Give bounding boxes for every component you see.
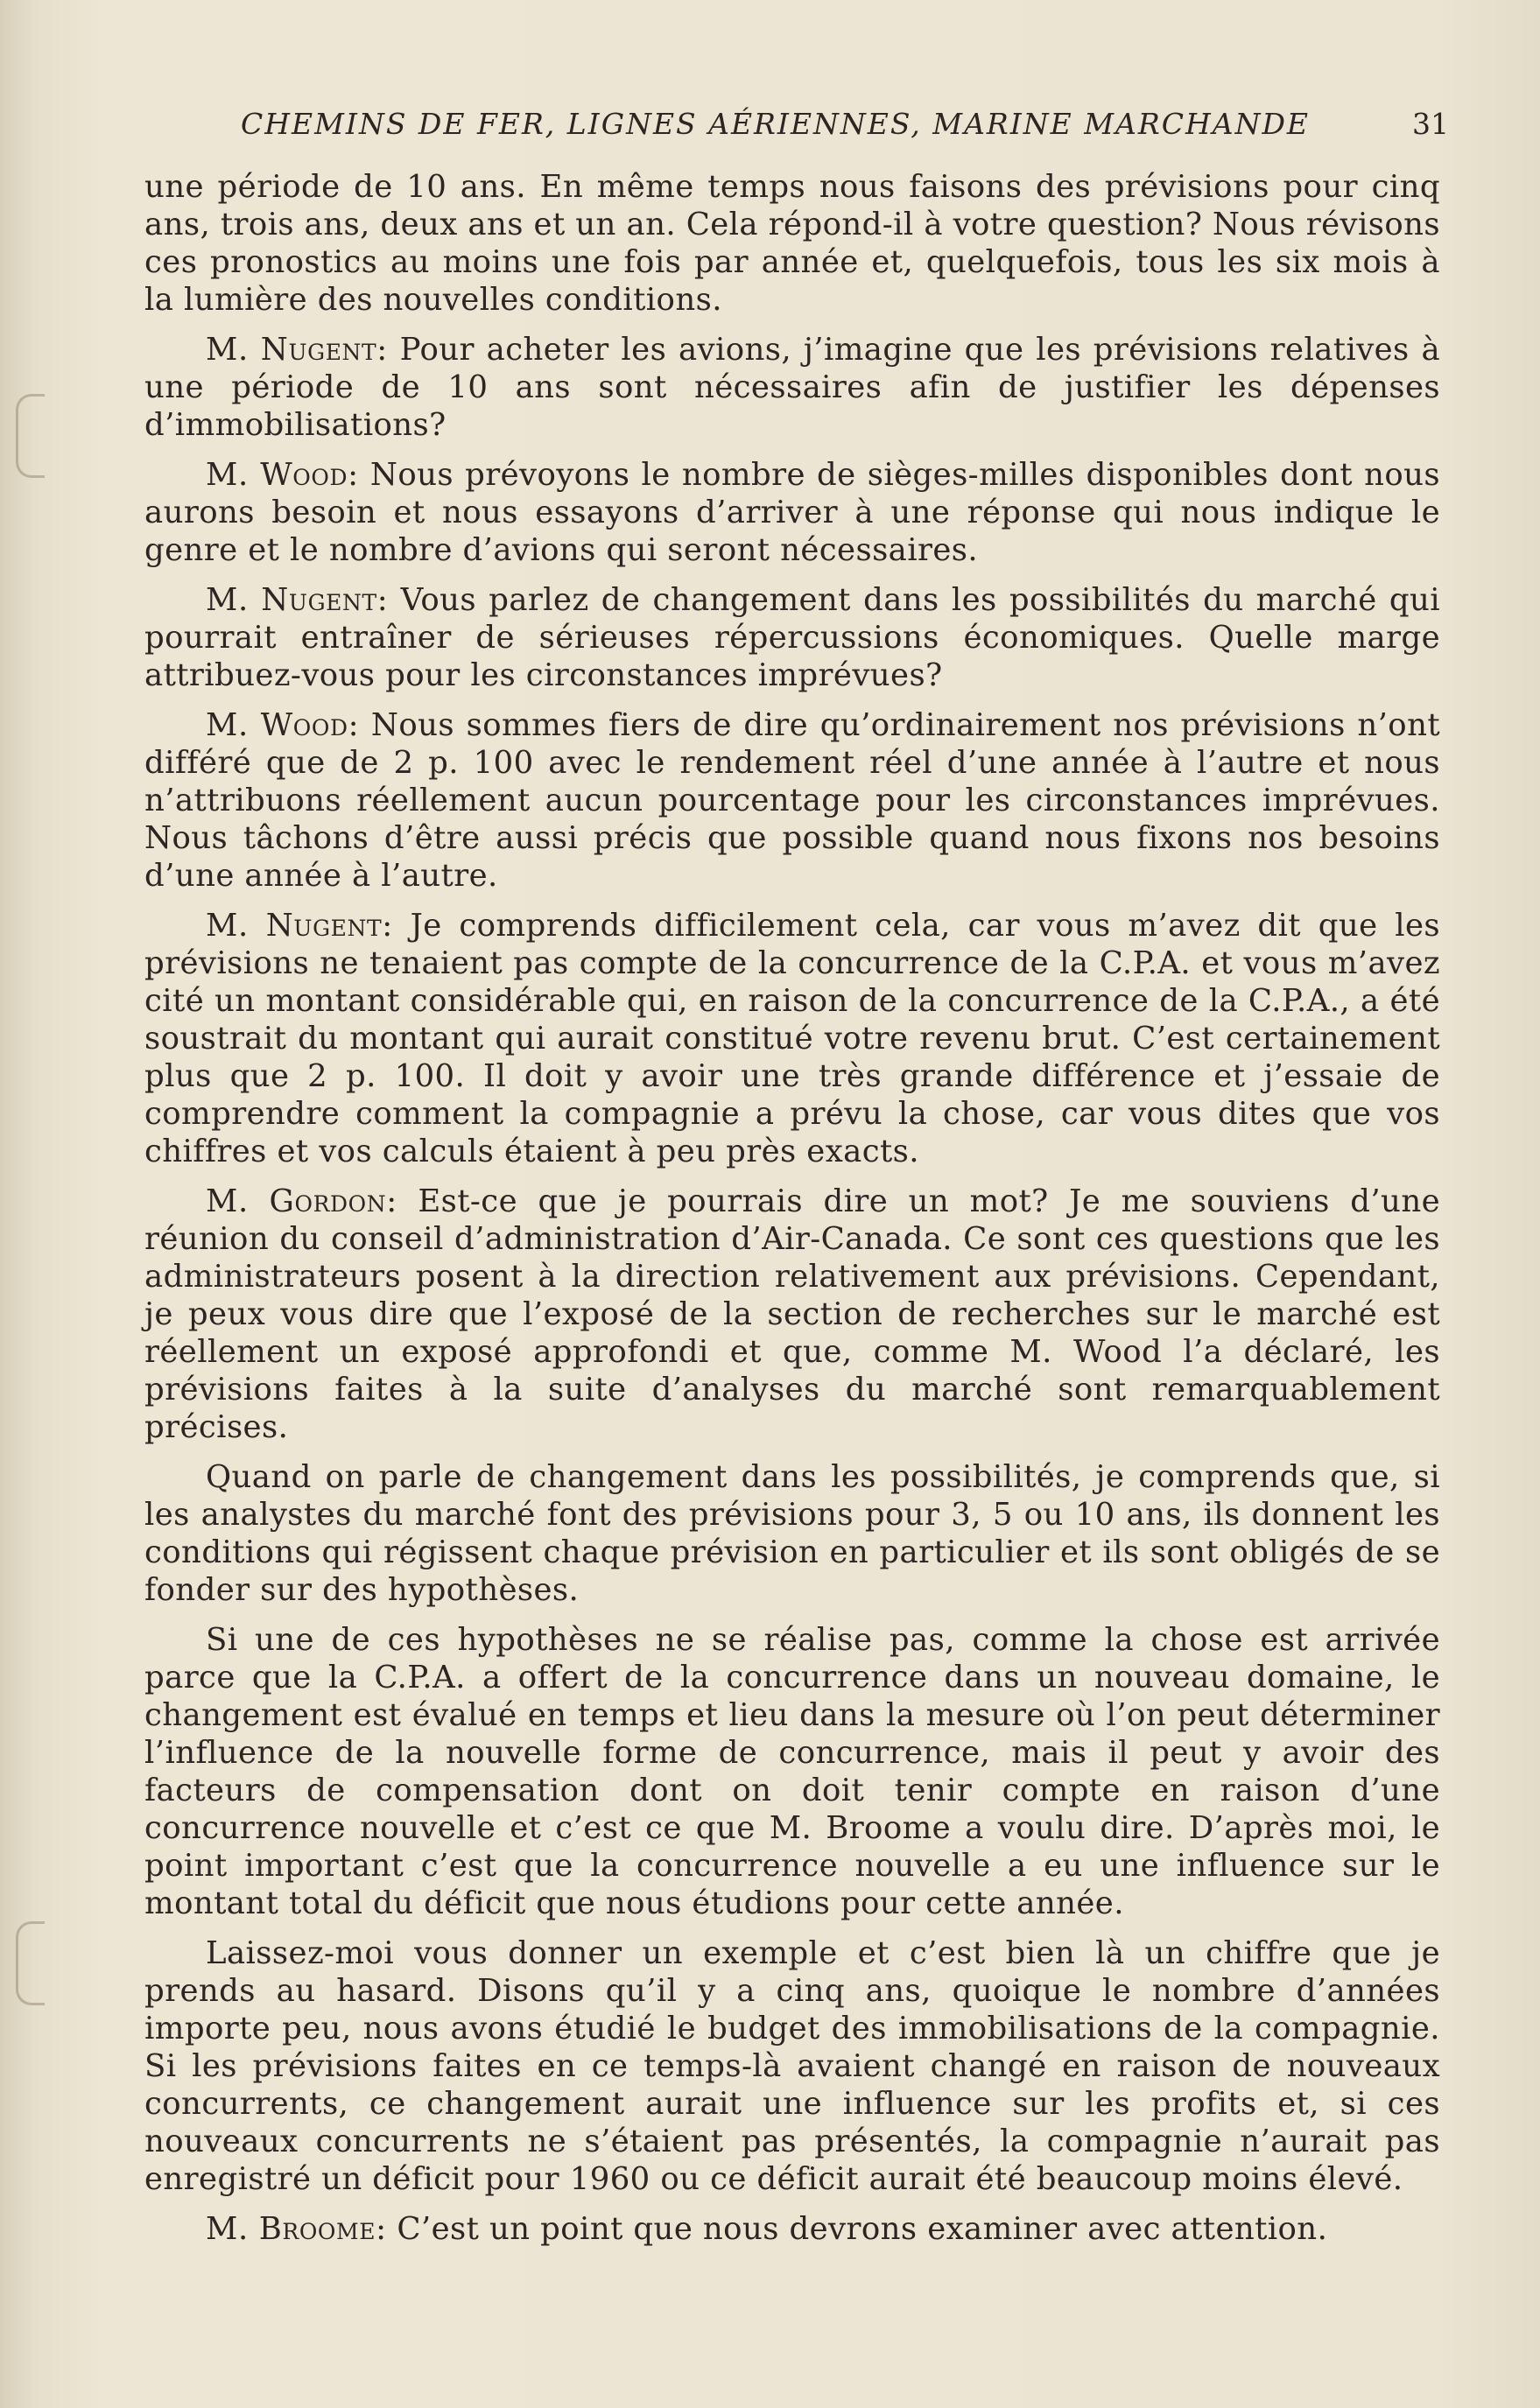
paragraph [144, 2210, 1440, 2248]
speaker-name: M. Nugent: [206, 582, 389, 618]
paragraph-text: Nous sommes fiers de dire qu’ordinairement nos prévisions n’ont différé que de 2 p. 100 avec le rendement réel d’une année à l’autre et nous n’attribuons réellement aucun pourcentage pour les circonstances imprévues. Nous tâchons d’être aussi précis que possible quand nous fixons nos besoins d’une année à l’autre. [144, 707, 1440, 894]
paragraph [144, 331, 1440, 444]
paragraph-text: Pour acheter les avions, j’imagine que les prévisions relatives à une période de 10 ans sont nécessaires afin de justifier les dépenses d’immobilisations? [144, 332, 1441, 443]
paragraph-text: C’est un point que nous devrons examiner avec attention. [397, 2211, 1328, 2247]
paragraph [144, 1934, 1440, 2198]
speaker-name: M. Nugent: [206, 908, 393, 944]
running-header [241, 98, 1458, 151]
paragraph [144, 1458, 1440, 1609]
binding-mark-upper [16, 394, 45, 478]
paragraph-text: Laissez-moi vous donner un exemple et c’est bien là un chiffre que je prends au hasard. Disons qu’il y a cinq ans, quoique le nombre d’années importe peu, nous avons étudié le budget des immobilisations de la compagnie. Si les prévisions faites en ce temps-là avaient changé en raison de nouveaux concurrents, ce changement aurait une influence sur les profits et, si ces nouveaux concurrents ne s’étaient pas présentés, la compagnie n’aurait pas enregistré un déficit pour 1960 ou ce déficit aurait été beaucoup moins élevé. [144, 1935, 1440, 2197]
paragraph [144, 1621, 1440, 1922]
paragraph [144, 168, 1440, 319]
paragraph [144, 907, 1440, 1170]
paragraph-text: Je comprends difficilement cela, car vous m’avez dit que les prévisions ne tenaient pas compte de la concurrence de la C.P.A. et vous m’avez cité un montant considérable qui, en raison de la concurrence de la C.P.A., a été soustrait du montant qui aurait constitué votre revenu brut. C’est certainement plus que 2 p. 100. Il doit y avoir une très grande différence et j’essaie de comprendre comment la compagnie a prévu la chose, car vous dites que vos chiffres et vos calculs étaient à peu près exacts. [144, 908, 1441, 1169]
paragraph-text: Vous parlez de changement dans les possibilités du marché qui pourrait entraîner de sérieuses répercussions économiques. Quelle marge attribuez-vous pour les circonstances imprévues? [144, 582, 1441, 693]
speaker-name: M. Wood: [206, 707, 360, 743]
paragraph [144, 1183, 1440, 1446]
paragraph-text: Nous prévoyons le nombre de sièges-milles disponibles dont nous aurons besoin et nous essayons d’arriver à une réponse qui nous indique le genre et le nombre d’avions qui seront nécessaires. [144, 457, 1440, 568]
running-title: CHEMINS DE FER, LIGNES AÉRIENNES, MARINE MARCHANDE [241, 107, 1310, 141]
speaker-name: M. Gordon: [206, 1183, 397, 1219]
paragraph-text: Quand on parle de changement dans les possibilités, je comprends que, si les analystes du marché font des prévisions pour 3, 5 ou 10 ans, ils donnent les conditions qui régissent chaque prévision en particulier et ils sont obligés de se fonder sur des hypothèses. [144, 1459, 1440, 1608]
speaker-name: M. Broome: [206, 2211, 387, 2247]
paragraph-text: Est-ce que je pourrais dire un mot? Je me souviens d’une réunion du conseil d’administration d’Air-Canada. Ce sont ces questions que les administrateurs posent à la direction relativement aux prévisions. Cependant, je peux vous dire que l’exposé de la section de recherches sur le marché est réellement un exposé approfondi et que, comme M. Wood l’a déclaré, les prévisions faites à la suite d’analyses du marché sont remarquablement précises. [144, 1183, 1440, 1445]
paragraph [144, 706, 1440, 895]
paragraph [144, 581, 1440, 694]
speaker-name: M. Wood: [206, 457, 359, 493]
paragraph [144, 456, 1440, 569]
paragraph-text: Si une de ces hypothèses ne se réalise pas, comme la chose est arrivée parce que la C.P.A. a offert de la concurrence dans un nouveau domaine, le changement est évalué en temps et lieu dans la mesure où l’on peut déterminer l’influence de la nouvelle forme de concurrence, mais il peut y avoir des facteurs de compensation dont on doit tenir compte en raison d’une concurrence nouvelle et c’est ce que M. Broome a voulu dire. D’après moi, le point important c’est que la concurrence nouvelle a eu une influence sur le montant total du déficit que nous étudions pour cette année. [144, 1622, 1440, 1921]
speaker-name: M. Nugent: [206, 332, 388, 368]
paragraph-text: une période de 10 ans. En même temps nous faisons des prévisions pour cinq ans, trois ans, deux ans et un an. Cela répond-il à votre question? Nous révisons ces pronostics au moins une fois par année et, quelquefois, tous les six mois à la lumière des nouvelles conditions. [144, 169, 1440, 318]
page-number: 31 [1412, 107, 1449, 141]
body-text [144, 168, 1440, 2260]
binding-mark-lower [16, 1921, 45, 2005]
